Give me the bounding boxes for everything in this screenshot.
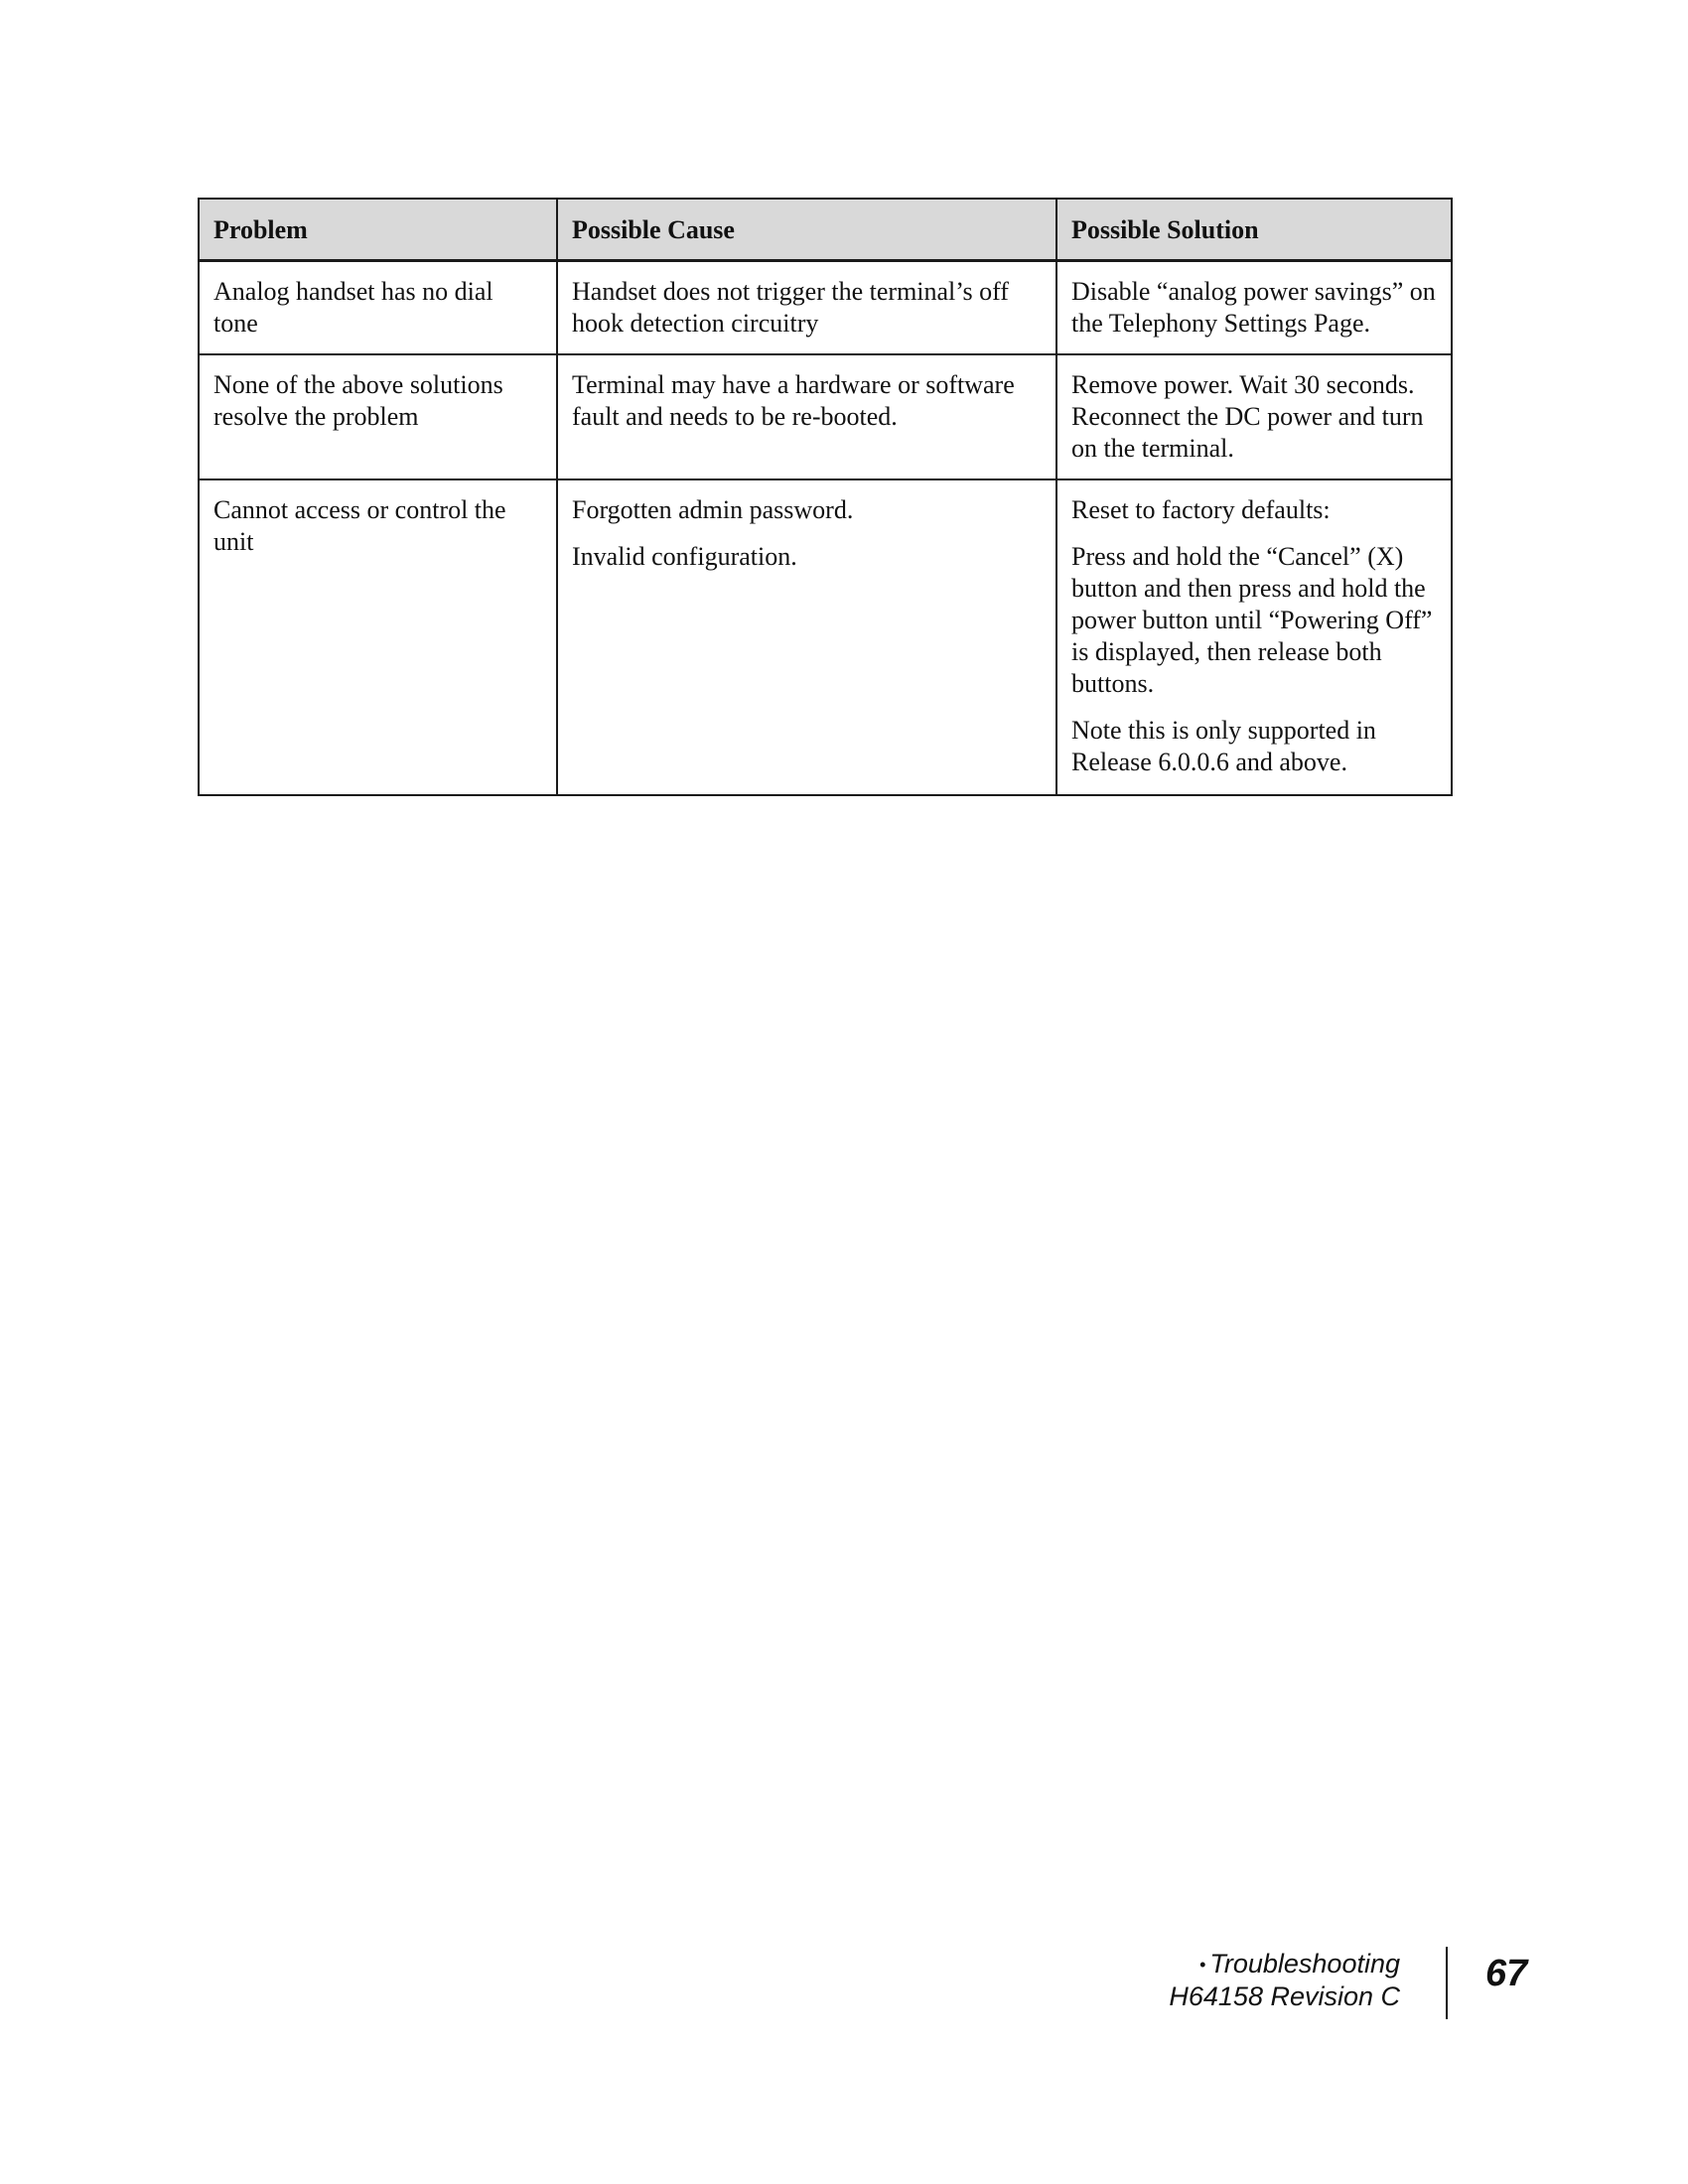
- table-row: [199, 479, 1452, 795]
- problem-text: Analog handset has no dial tone: [213, 276, 493, 338]
- footer-divider: [1446, 1947, 1448, 2019]
- cause-text: Handset does not trigger the terminal’s off hook detection circuitry: [572, 276, 1009, 338]
- solution-text: Press and hold the “Cancel” (X) button and then press and hold the power button until “Powering Off” is displayed, then release both buttons.: [1071, 541, 1433, 698]
- problem-cell: [199, 354, 557, 479]
- problem-text: Cannot access or control the unit: [213, 494, 506, 556]
- solution-cell: [1056, 354, 1452, 479]
- cause-text: Terminal may have a hardware or software fault and needs to be re-booted.: [572, 369, 1015, 431]
- page-number: 67: [1485, 1953, 1528, 1994]
- header-possible-cause: Possible Cause: [557, 199, 1056, 260]
- troubleshooting-table: [198, 198, 1453, 796]
- footer-section-line: [1092, 1948, 1400, 1980]
- bullet-icon: •: [1199, 1955, 1206, 1975]
- solution-cell: [1056, 479, 1452, 795]
- solution-text: Disable “analog power savings” on the Telephony Settings Page.: [1071, 276, 1436, 338]
- table-row: [199, 354, 1452, 479]
- cause-cell: [557, 479, 1056, 795]
- footer-document-id: H64158 Revision C: [1169, 1981, 1400, 2011]
- cause-cell: [557, 354, 1056, 479]
- problem-cell: [199, 260, 557, 354]
- page-footer: [1092, 1948, 1400, 2012]
- cause-text: Forgotten admin password.: [572, 494, 854, 524]
- cause-cell: [557, 260, 1056, 354]
- cause-text: Invalid configuration.: [572, 541, 797, 571]
- table-row: [199, 260, 1452, 354]
- solution-text: Reset to factory defaults:: [1071, 494, 1331, 524]
- header-problem: Problem: [199, 199, 557, 260]
- solution-text: Remove power. Wait 30 seconds. Reconnect the DC power and turn on the terminal.: [1071, 369, 1424, 463]
- table-header-row: [199, 199, 1452, 260]
- problem-cell: [199, 479, 557, 795]
- footer-section: Troubleshooting: [1209, 1949, 1400, 1979]
- header-possible-solution: Possible Solution: [1056, 199, 1452, 260]
- solution-text: Note this is only supported in Release 6.0.0.6 and above.: [1071, 715, 1376, 776]
- solution-cell: [1056, 260, 1452, 354]
- problem-text: None of the above solutions resolve the problem: [213, 369, 503, 431]
